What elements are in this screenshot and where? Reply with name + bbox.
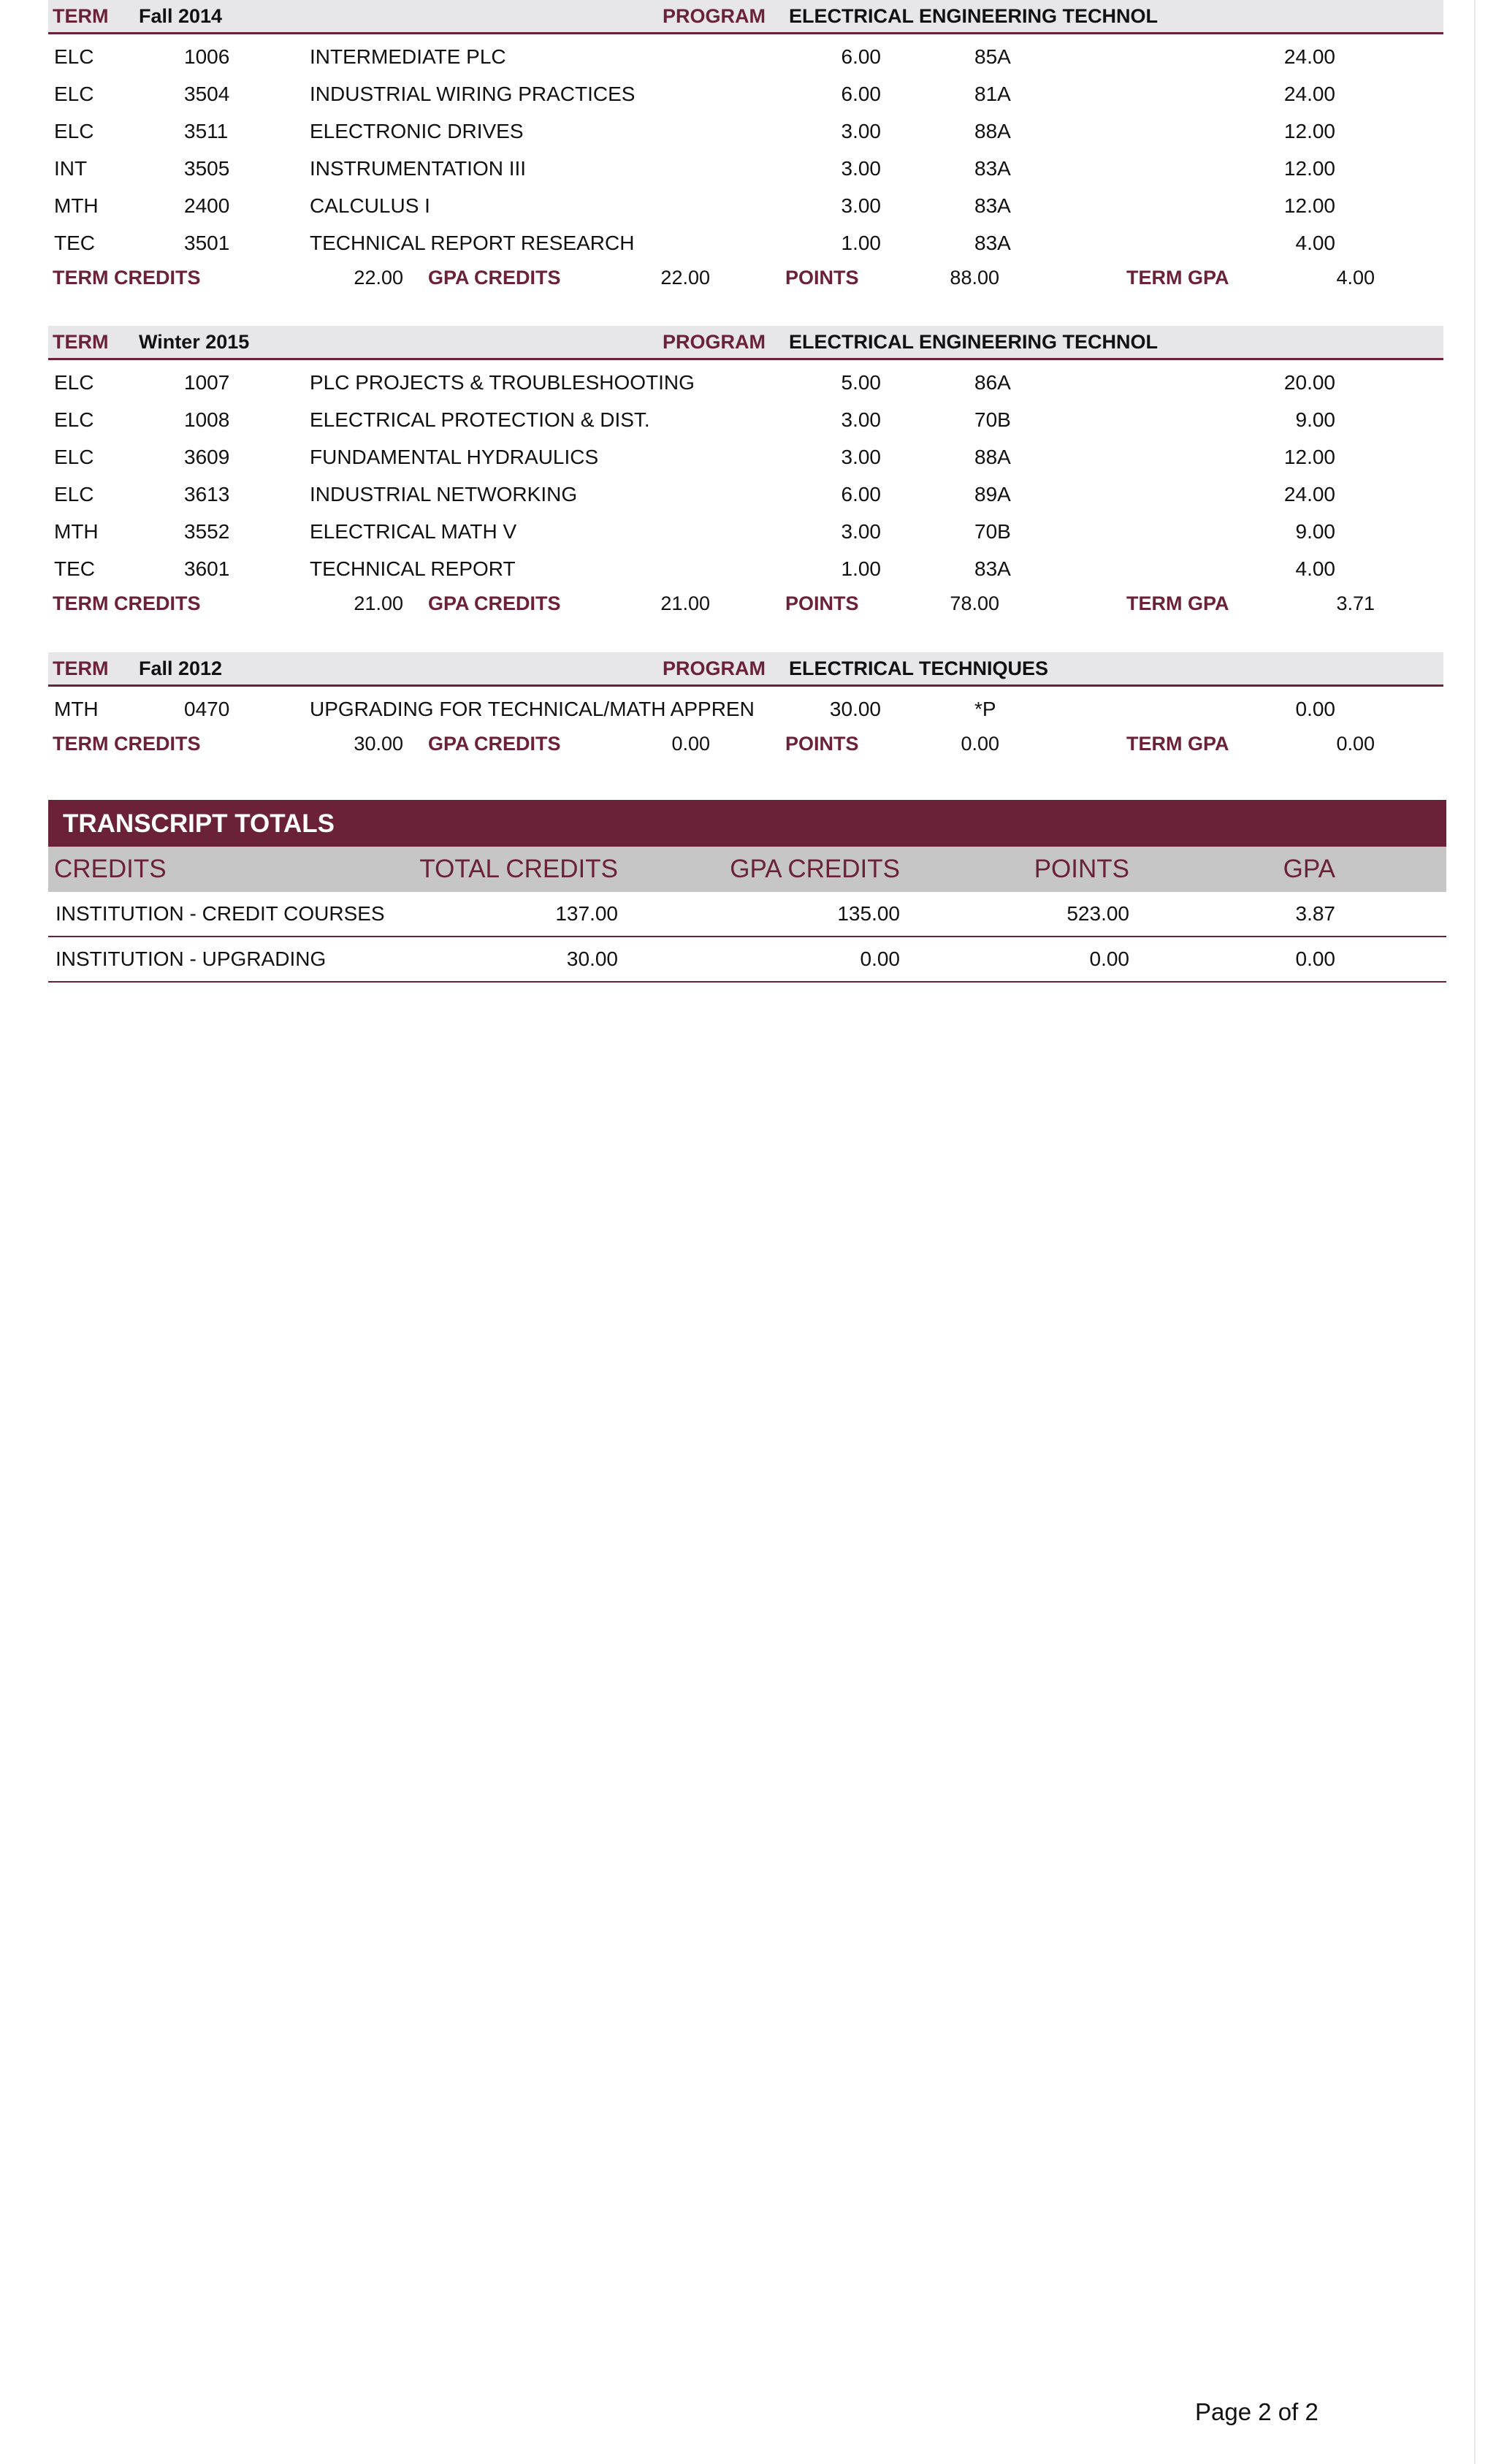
points-value: 0.00	[961, 733, 999, 755]
course-grade: 83A	[974, 194, 1011, 217]
course-credits: 3.00	[841, 446, 881, 468]
course-points: 24.00	[1283, 83, 1335, 105]
course-row	[48, 438, 1443, 475]
totals-row	[48, 937, 1446, 983]
transcript-totals	[48, 800, 1446, 983]
course-points: 9.00	[1295, 520, 1335, 543]
course-number: 1008	[184, 408, 230, 431]
course-number: 3601	[184, 557, 230, 580]
points-label: POINTS	[785, 592, 859, 614]
course-row	[48, 475, 1443, 512]
course-subject: MTH	[54, 698, 99, 720]
course-row	[48, 512, 1443, 549]
totals-title-bar	[48, 800, 1446, 847]
totals-row-points: 0.00	[1089, 947, 1129, 970]
course-grade: 81A	[974, 83, 1011, 105]
course-row	[48, 690, 1443, 727]
course-subject: ELC	[54, 483, 94, 506]
totals-header-row	[48, 847, 1446, 892]
course-row	[48, 400, 1443, 438]
totals-title: TRANSCRIPT TOTALS	[63, 809, 335, 838]
course-points: 24.00	[1283, 45, 1335, 68]
program-name: ELECTRICAL TECHNIQUES	[789, 657, 1049, 679]
points-value: 78.00	[950, 592, 999, 614]
program-label: PROGRAM	[663, 5, 766, 27]
course-grade: 86A	[974, 371, 1011, 394]
course-grade: *P	[974, 698, 996, 720]
course-row	[48, 363, 1443, 400]
course-points: 24.00	[1283, 483, 1335, 506]
page-number: Page 2 of 2	[1195, 2398, 1318, 2425]
course-points: 20.00	[1283, 371, 1335, 394]
course-credits: 3.00	[841, 408, 881, 431]
header-gpa-credits: GPA CREDITS	[730, 855, 900, 883]
term-gpa-label: TERM GPA	[1126, 267, 1229, 289]
term-credits-label: TERM CREDITS	[53, 733, 201, 755]
course-number: 0470	[184, 698, 230, 720]
totals-row	[48, 892, 1446, 937]
totals-row-points: 523.00	[1066, 902, 1129, 925]
term-gpa-value: 4.00	[1336, 267, 1375, 289]
term-header	[48, 652, 1443, 687]
course-number: 1007	[184, 371, 230, 394]
program-name: ELECTRICAL ENGINEERING TECHNOL	[789, 331, 1159, 353]
totals-row-gpa: 3.87	[1295, 902, 1335, 925]
course-title: INSTRUMENTATION III	[310, 157, 527, 180]
course-points: 4.00	[1295, 557, 1335, 580]
course-credits: 3.00	[841, 120, 881, 142]
course-credits: 3.00	[841, 194, 881, 217]
course-number: 3552	[184, 520, 230, 543]
course-points: 0.00	[1295, 698, 1335, 720]
course-grade: 85A	[974, 45, 1011, 68]
course-grade: 70B	[974, 520, 1011, 543]
course-number: 1006	[184, 45, 230, 68]
course-row	[48, 37, 1443, 75]
course-grade: 89A	[974, 483, 1011, 506]
gpa-credits-value: 0.00	[671, 733, 710, 755]
totals-row-gpa-credits: 135.00	[837, 902, 900, 925]
course-number: 3505	[184, 157, 230, 180]
term-label: TERM	[53, 657, 109, 679]
course-title: INDUSTRIAL WIRING PRACTICES	[310, 83, 636, 105]
totals-row-gpa-credits: 0.00	[860, 947, 900, 970]
course-row	[48, 112, 1443, 149]
term-credits-value: 22.00	[354, 267, 403, 289]
course-title: PLC PROJECTS & TROUBLESHOOTING	[310, 371, 695, 394]
header-points: POINTS	[1034, 855, 1129, 883]
course-title: INDUSTRIAL NETWORKING	[310, 483, 578, 506]
term-name: Fall 2014	[139, 5, 223, 27]
course-subject: TEC	[54, 557, 95, 580]
term-credits-label: TERM CREDITS	[53, 267, 201, 289]
course-grade: 88A	[974, 446, 1011, 468]
course-credits: 3.00	[841, 157, 881, 180]
course-number: 3609	[184, 446, 230, 468]
course-points: 12.00	[1283, 194, 1335, 217]
gpa-credits-label: GPA CREDITS	[428, 733, 561, 755]
course-points: 12.00	[1283, 120, 1335, 142]
course-title: CALCULUS I	[310, 194, 430, 217]
totals-row-name: INSTITUTION - UPGRADING	[56, 947, 327, 970]
term-header	[48, 326, 1443, 360]
term-credits-value: 30.00	[354, 733, 403, 755]
points-label: POINTS	[785, 267, 859, 289]
course-subject: INT	[54, 157, 88, 180]
course-title: TECHNICAL REPORT	[310, 557, 516, 580]
gpa-credits-label: GPA CREDITS	[428, 592, 561, 614]
term-header	[48, 0, 1443, 34]
course-number: 3501	[184, 232, 230, 254]
term-block-fall-2014	[48, 0, 1443, 299]
course-grade: 83A	[974, 232, 1011, 254]
gpa-credits-value: 21.00	[660, 592, 710, 614]
course-number: 2400	[184, 194, 230, 217]
course-credits: 5.00	[841, 371, 881, 394]
totals-row-total-credits: 137.00	[555, 902, 618, 925]
course-points: 12.00	[1283, 446, 1335, 468]
course-subject: ELC	[54, 83, 94, 105]
course-credits: 1.00	[841, 232, 881, 254]
course-subject: ELC	[54, 371, 94, 394]
course-title: INTERMEDIATE PLC	[310, 45, 506, 68]
term-summary	[48, 587, 1443, 625]
course-subject: MTH	[54, 194, 99, 217]
term-gpa-value: 0.00	[1336, 733, 1375, 755]
course-subject: ELC	[54, 408, 94, 431]
gpa-credits-label: GPA CREDITS	[428, 267, 561, 289]
points-label: POINTS	[785, 733, 859, 755]
term-credits-value: 21.00	[354, 592, 403, 614]
course-number: 3511	[184, 120, 229, 142]
term-block-winter-2015	[48, 326, 1443, 625]
course-credits: 6.00	[841, 83, 881, 105]
gpa-credits-value: 22.00	[660, 267, 710, 289]
term-gpa-label: TERM GPA	[1126, 733, 1229, 755]
course-row	[48, 549, 1443, 587]
course-title: ELECTRONIC DRIVES	[310, 120, 524, 142]
term-label: TERM	[53, 331, 109, 353]
term-name: Fall 2012	[139, 657, 223, 679]
course-subject: MTH	[54, 520, 99, 543]
header-credits: CREDITS	[54, 855, 167, 883]
course-row	[48, 75, 1443, 112]
course-subject: ELC	[54, 446, 94, 468]
term-name: Winter 2015	[139, 331, 250, 353]
course-title: UPGRADING FOR TECHNICAL/MATH APPREN	[310, 698, 755, 720]
course-row	[48, 224, 1443, 261]
course-title: FUNDAMENTAL HYDRAULICS	[310, 446, 599, 468]
term-label: TERM	[53, 5, 109, 27]
course-subject: ELC	[54, 120, 94, 142]
course-credits: 6.00	[841, 45, 881, 68]
term-gpa-value: 3.71	[1336, 592, 1375, 614]
course-title: ELECTRICAL MATH V	[310, 520, 517, 543]
term-gpa-label: TERM GPA	[1126, 592, 1229, 614]
header-gpa: GPA	[1283, 855, 1335, 883]
program-label: PROGRAM	[663, 657, 766, 679]
course-points: 12.00	[1283, 157, 1335, 180]
header-total-credits: TOTAL CREDITS	[419, 855, 618, 883]
course-grade: 88A	[974, 120, 1011, 142]
course-title: ELECTRICAL PROTECTION & DIST.	[310, 408, 650, 431]
course-grade: 83A	[974, 157, 1011, 180]
term-summary	[48, 261, 1443, 299]
course-grade: 83A	[974, 557, 1011, 580]
course-subject: ELC	[54, 45, 94, 68]
program-name: ELECTRICAL ENGINEERING TECHNOL	[789, 5, 1159, 27]
course-credits: 1.00	[841, 557, 881, 580]
totals-row-name: INSTITUTION - CREDIT COURSES	[56, 902, 385, 925]
course-credits: 3.00	[841, 520, 881, 543]
course-row	[48, 186, 1443, 224]
course-title: TECHNICAL REPORT RESEARCH	[310, 232, 635, 254]
page-edge-line	[1474, 0, 1476, 2464]
term-block-fall-2012	[48, 652, 1443, 765]
totals-row-gpa: 0.00	[1295, 947, 1335, 970]
course-points: 9.00	[1295, 408, 1335, 431]
course-points: 4.00	[1295, 232, 1335, 254]
course-row	[48, 149, 1443, 186]
course-credits: 30.00	[829, 698, 881, 720]
course-subject: TEC	[54, 232, 95, 254]
totals-row-total-credits: 30.00	[566, 947, 618, 970]
course-number: 3613	[184, 483, 230, 506]
program-label: PROGRAM	[663, 331, 766, 353]
term-summary	[48, 727, 1443, 765]
course-number: 3504	[184, 83, 230, 105]
course-credits: 6.00	[841, 483, 881, 506]
points-value: 88.00	[950, 267, 999, 289]
course-grade: 70B	[974, 408, 1011, 431]
term-credits-label: TERM CREDITS	[53, 592, 201, 614]
